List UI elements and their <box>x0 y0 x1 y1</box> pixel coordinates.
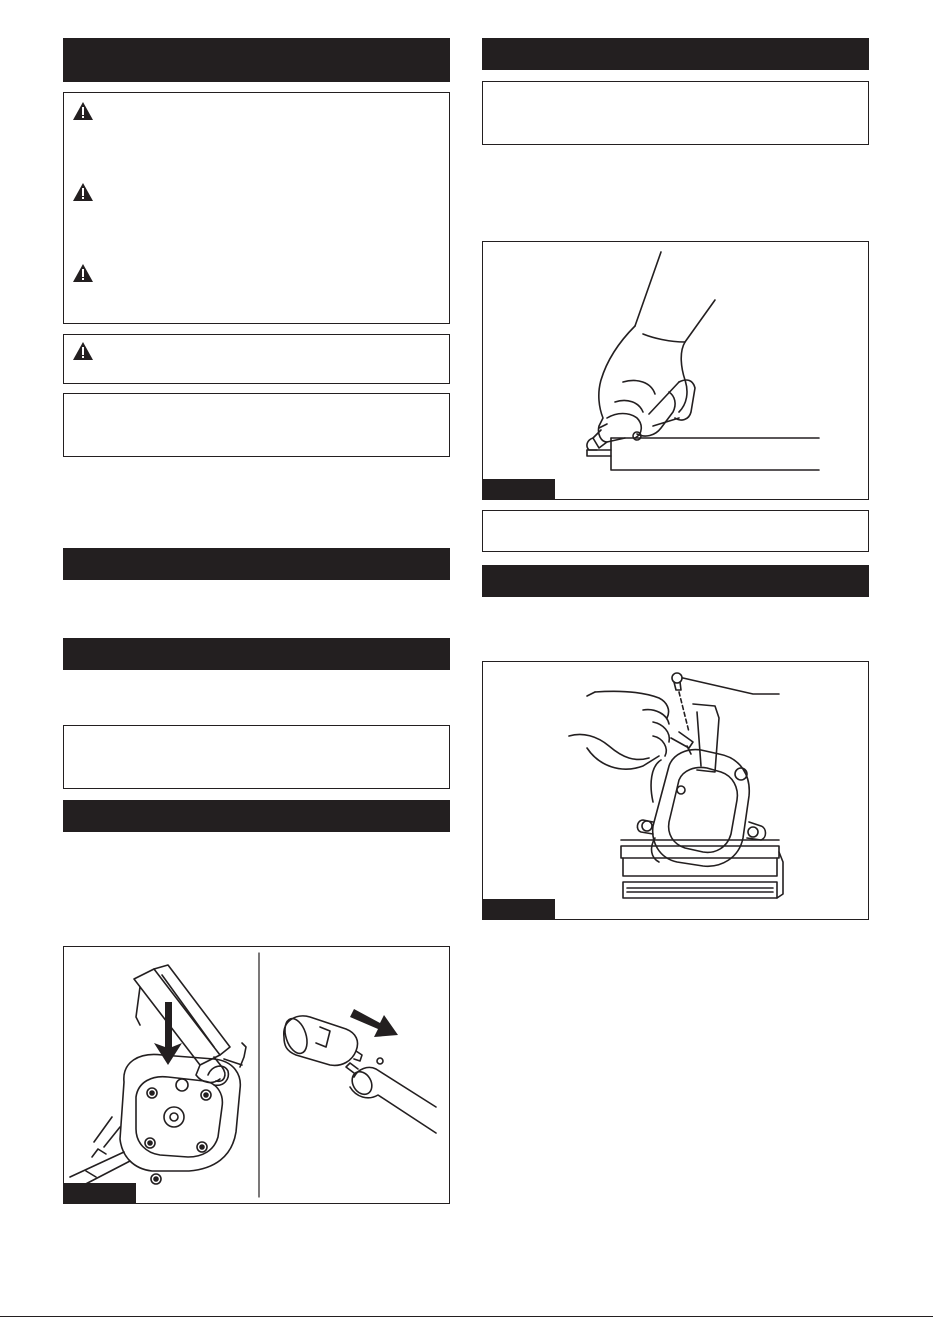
caution-box <box>63 334 450 384</box>
figure-1-label <box>64 1183 136 1203</box>
figure-2-label <box>483 479 555 499</box>
warning-triangle-icon <box>72 263 94 283</box>
right-notice-box-2 <box>482 510 869 552</box>
warning-box <box>63 92 450 324</box>
right-section-heading-2 <box>482 565 869 597</box>
left-section-heading-2 <box>63 548 450 580</box>
left-section-heading-1 <box>63 38 450 82</box>
figure-gear-housing-grease <box>482 661 869 920</box>
warning-triangle-icon <box>72 182 94 202</box>
left-section-heading-3 <box>63 638 450 670</box>
attachment-illustration <box>64 947 449 1203</box>
figure-attachment-illustration <box>63 946 450 1204</box>
warning-triangle-icon <box>72 101 94 121</box>
gear-housing-illustration <box>483 662 868 919</box>
notice-box-2 <box>63 725 450 789</box>
left-section-heading-4 <box>63 800 450 832</box>
right-notice-box <box>482 81 869 145</box>
warning-triangle-icon <box>72 341 94 361</box>
notice-box <box>63 393 450 457</box>
figure-3-label <box>483 899 555 919</box>
page-footer-rule <box>0 1316 933 1317</box>
right-section-heading-1 <box>482 38 869 70</box>
figure-grease-application <box>482 241 869 500</box>
grease-application-illustration <box>483 242 868 499</box>
